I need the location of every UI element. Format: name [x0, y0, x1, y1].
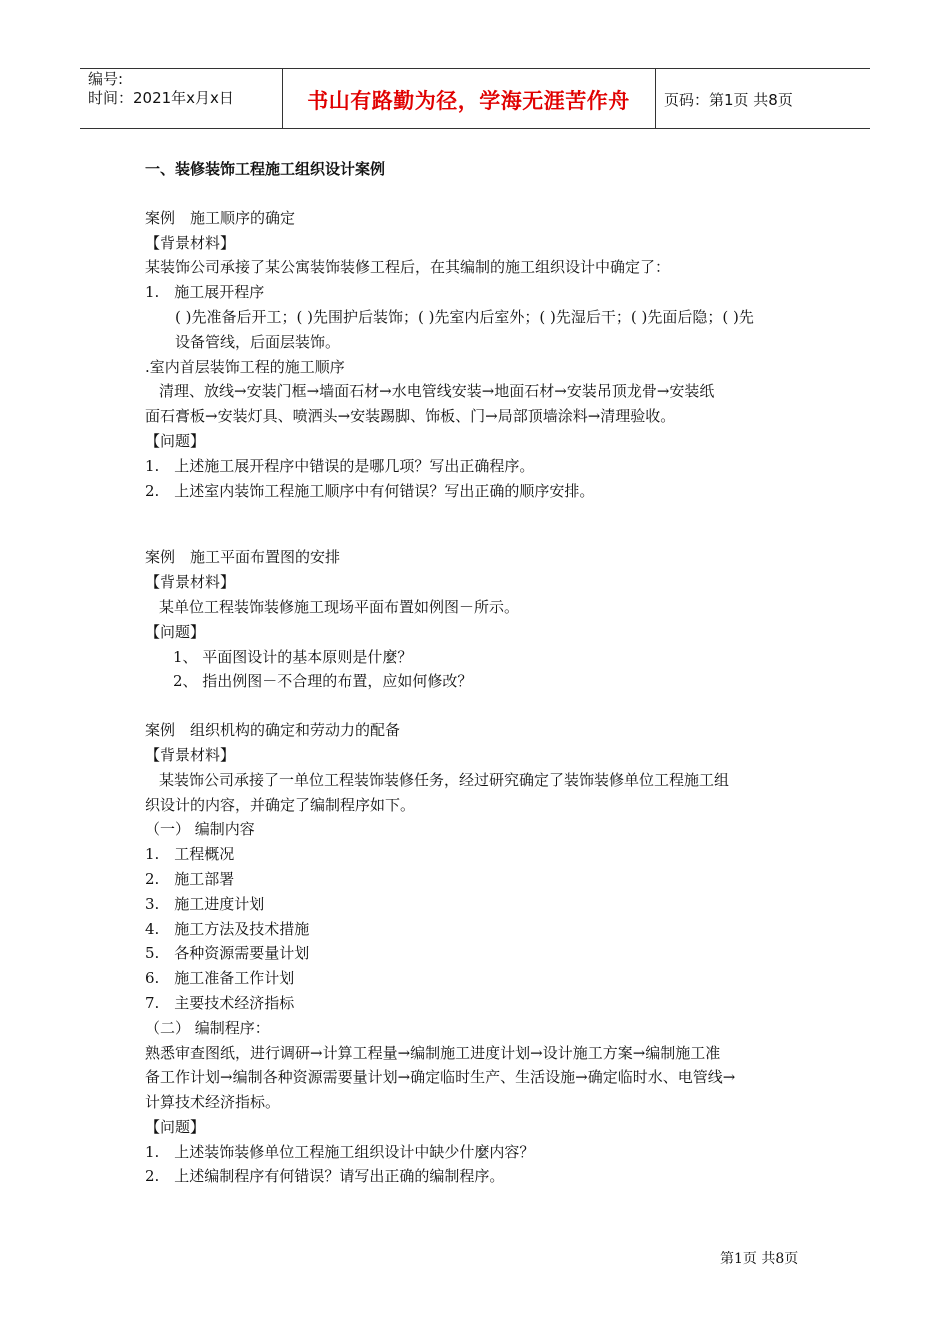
- case1-sequence-line1: 清理、放线→安装门框→墙面石材→水电管线安装→地面石材→安装吊顶龙骨→安装纸: [159, 382, 715, 401]
- case3-part2: （二） 编制程序：: [145, 1018, 270, 1037]
- case1-item1-line1: ( )先准备后开工；( )先围护后装饰；( )先室内后室外；( )先湿后干；( )先面后隐；( )先: [175, 307, 754, 326]
- list-item: 2. 施工部署: [145, 869, 235, 888]
- case1-background-label: 【背景材料】: [145, 233, 236, 252]
- header-meta: [88, 70, 278, 108]
- list-item: 3. 施工进度计划: [145, 894, 265, 913]
- header-bottom-rule: [80, 128, 870, 129]
- case1-question-1: 1. 上述施工展开程序中错误的是哪几项？写出正确程序。: [145, 456, 535, 475]
- case3-procedure-line3: 计算技术经济指标。: [145, 1093, 281, 1112]
- case3-part1: （一） 编制内容: [145, 820, 255, 839]
- list-item: 5. 各种资源需要量计划: [145, 944, 310, 963]
- case1-intro: 某装饰公司承接了某公寓装饰装修工程后，在其编制的施工组织设计中确定了：: [145, 258, 671, 277]
- case3-question-1: 1. 上述装饰装修单位工程施工组织设计中缺少什麼内容？: [145, 1142, 535, 1161]
- case1-item1: 1. 施工展开程序: [145, 283, 265, 302]
- case2-question-label: 【问题】: [145, 622, 206, 641]
- case3-heading: 案例 组织机构的确定和劳动力的配备: [145, 721, 401, 740]
- case2-background-label: 【背景材料】: [145, 573, 236, 592]
- case1-heading: 案例 施工顺序的确定: [145, 208, 296, 227]
- case3-question-2: 2. 上述编制程序有何错误？请写出正确的编制程序。: [145, 1167, 505, 1186]
- header-top-rule: [80, 68, 870, 69]
- case3-intro-line1: 某装饰公司承接了一单位工程装饰装修任务，经过研究确定了装饰装修单位工程施工组: [159, 770, 730, 789]
- list-item: 1. 工程概况: [145, 845, 235, 864]
- section-title: 一、装修装饰工程施工组织设计案例: [145, 160, 386, 178]
- case1-sequence-line2: 面石膏板→安装灯具、喷洒头→安装踢脚、饰板、门→局部顶墙涂料→清理验收。: [145, 407, 676, 426]
- header-page-label: 页码：第1页 共8页: [664, 91, 793, 109]
- time-label: 时间：2021年x月x日: [88, 89, 234, 107]
- case1-question-label: 【问题】: [145, 431, 206, 450]
- case2-question-2: 2、 指出例图－不合理的布置，应如何修改？: [173, 672, 473, 691]
- case3-procedure-line2: 备工作计划→编制各种资源需要量计划→确定临时生产、生活设施→确定临时水、电管线→: [145, 1068, 736, 1087]
- case2-heading: 案例 施工平面布置图的安排: [145, 548, 341, 567]
- list-item: 4. 施工方法及技术措施: [145, 919, 310, 938]
- case1-question-2: 2. 上述室内装饰工程施工顺序中有何错误？写出正确的顺序安排。: [145, 481, 595, 500]
- number-label: 编号:: [88, 70, 124, 88]
- case3-procedure-line1: 熟悉审查图纸，进行调研→计算工程量→编制施工进度计划→设计施工方案→编制施工准: [145, 1043, 721, 1062]
- page-footer: 第1页 共8页: [720, 1251, 799, 1267]
- case1-item2: .室内首层装饰工程的施工顺序: [145, 357, 345, 376]
- case3-intro-line2: 织设计的内容，并确定了编制程序如下。: [145, 795, 416, 814]
- case1-item1-line2: 设备管线，后面层装饰。: [175, 332, 341, 351]
- list-item: 6. 施工准备工作计划: [145, 969, 295, 988]
- case2-intro: 某单位工程装饰装修施工现场平面布置如例图－所示。: [159, 597, 520, 616]
- document-body: [145, 157, 815, 1189]
- header-divider-2: [655, 68, 656, 129]
- case2-question-1: 1、 平面图设计的基本原则是什麼？: [173, 647, 413, 666]
- header-motto: 书山有路勤为径，学海无涯苦作舟: [307, 89, 630, 113]
- list-item: 7. 主要技术经济指标: [145, 993, 295, 1012]
- case3-question-label: 【问题】: [145, 1117, 206, 1136]
- case3-background-label: 【背景材料】: [145, 745, 236, 764]
